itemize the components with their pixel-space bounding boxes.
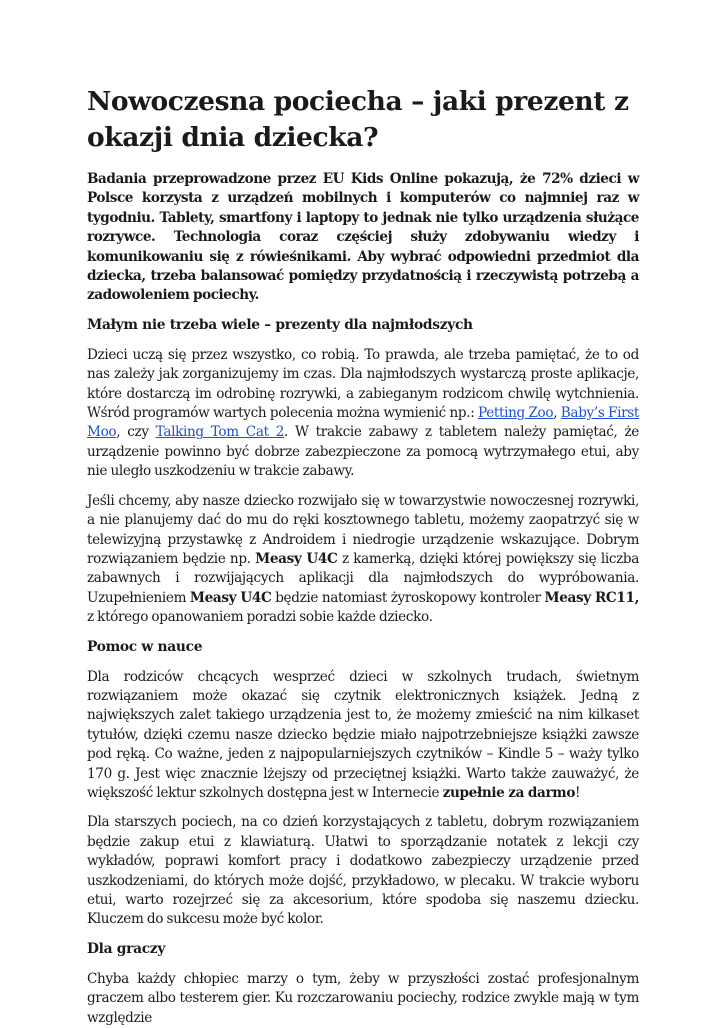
section-heading-youngest: Małym nie trzeba wiele – prezenty dla najmłodszych — [87, 316, 473, 333]
product-name: Measy U4C — [255, 550, 338, 567]
lead-paragraph: Badania przeprowadzone przez EU Kids Online pokazują, że 72% dzieci w Polsce korzysta z urządzeń mobilnych i komputerów co najmniej raz w tygodniu. Tablety, smartfony i laptopy to jednak nie tylko urządzenia służące rozrywce. Technologia coraz częściej służy zdobywaniu wiedzy i komunikowaniu się z rówieśnikami. Aby wybrać odpowiedni przedmiot dla dziecka, trzeba balansować pomiędzy przydatnością i rzeczywistą potrzebą a zadowoleniem pociechy. — [87, 171, 639, 304]
paragraph-ereader — [87, 668, 639, 804]
section-heading-learning: Pomoc w nauce — [87, 638, 203, 655]
paragraph-keyboard-case: Dla starszych pociech, na co dzień korzystających z tabletu, dobrym rozwiązaniem będzie zakup etui z klawiaturą. Ułatwi to sporządzanie notatek z lekcji czy wykładów, poprawi komfort pracy i dodatkowo zabezpieczy urządzenie przed uszkodzeniami, do których może dojść, przykładowo, w plecaku. W trakcie wyboru etui, warto rozejrzeć się za akcesorium, które spodoba się naszemu dziecku. Kluczem do sukcesu może być kolor. — [87, 814, 639, 928]
paragraph-text: będzie natomiast żyroskopowy kontroler — [271, 589, 545, 606]
paragraph-text: Dzieci uczą się przez wszystko, co robią. To prawda, ale trzeba pamiętać, że to od nas zależy jak zorganizujemy im czas. Dla najmłodszych wystarczą proste aplikacje, które dostarczą im odrobinę rozrywki, a zabieganym rodzicom chwilę wytchnienia. Wśród programów wartych polecenia można wymienić np.: — [87, 346, 639, 422]
paragraph-gamers: Chyba każdy chłopiec marzy o tym, żeby w przyszłości zostać profesjonalnym graczem albo testerem gier. Ku rozczarowaniu pociechy, rodzice zwykle mają w tym względzie — [87, 970, 639, 1026]
product-name: Measy U4C — [189, 589, 272, 606]
paragraph-android-box — [87, 492, 639, 628]
paragraph-text: z kamerką, dzięki której powiększy się liczba zabawnych i rozwijających aplikacji dla najmłodszych do wypróbowania. Uzupełnieniem — [87, 550, 640, 606]
paragraph-text: ! — [575, 784, 581, 801]
paragraph-text: . W trakcie zabawy z tabletem należy pamiętać, że urządzenie powinno być dobrze zabezpieczone za pomocą wytrzymałego etui, aby nie uległo uszkodzeniu w trakcie zabawy. — [87, 424, 639, 480]
link-babys-first-moo[interactable]: Baby’s First Moo — [87, 405, 640, 441]
product-name: Measy RC11, — [544, 589, 640, 606]
paragraph-text: z którego opanowaniem poradzi sobie każde dziecko. — [87, 609, 433, 626]
article-title: Nowoczesna pociecha – jaki prezent z okazji dnia dziecka? — [87, 86, 629, 153]
emphasis-text: zupełnie za darmo — [442, 784, 576, 801]
paragraph-text: Jeśli chcemy, aby nasze dziecko rozwijało się w towarzystwie nowoczesnej rozrywki, a nie planujemy dać do mu do ręki kosztownego tabletu, możemy zaopatrzyć się w telewizyjną przystawkę z Androidem i niedrogie urządzenie wskazujące. Dobrym rozwiązaniem będzie np. — [87, 492, 639, 567]
link-talking-tom-cat-2[interactable]: Talking Tom Cat 2 — [155, 424, 285, 441]
separator-text: , czy — [116, 424, 156, 441]
paragraph-apps — [87, 346, 639, 482]
section-heading-gamers: Dla graczy — [87, 940, 166, 957]
paragraph-text: Dla rodziców chcących wesprzeć dzieci w szkolnych trudach, świetnym rozwiązaniem może okazać się czytnik elektronicznych książek. Jedną z największych zalet takiego urządzenia jest to, że możemy zmieścić na nim kilkaset tytułów, dzięki czemu nasze dziecko będzie miało najpotrzebniejsze książki zawsze pod ręką. Co ważne, jeden z najpopularniejszych czytników – Kindle 5 – waży tylko 170 g. Jest więc znacznie lżejszy od przeciętnej książki. Warto także zauważyć, że większość lektur szkolnych dostępna jest w Internecie — [87, 668, 639, 801]
separator-text: , — [553, 405, 561, 422]
link-petting-zoo[interactable]: Petting Zoo — [478, 405, 554, 422]
